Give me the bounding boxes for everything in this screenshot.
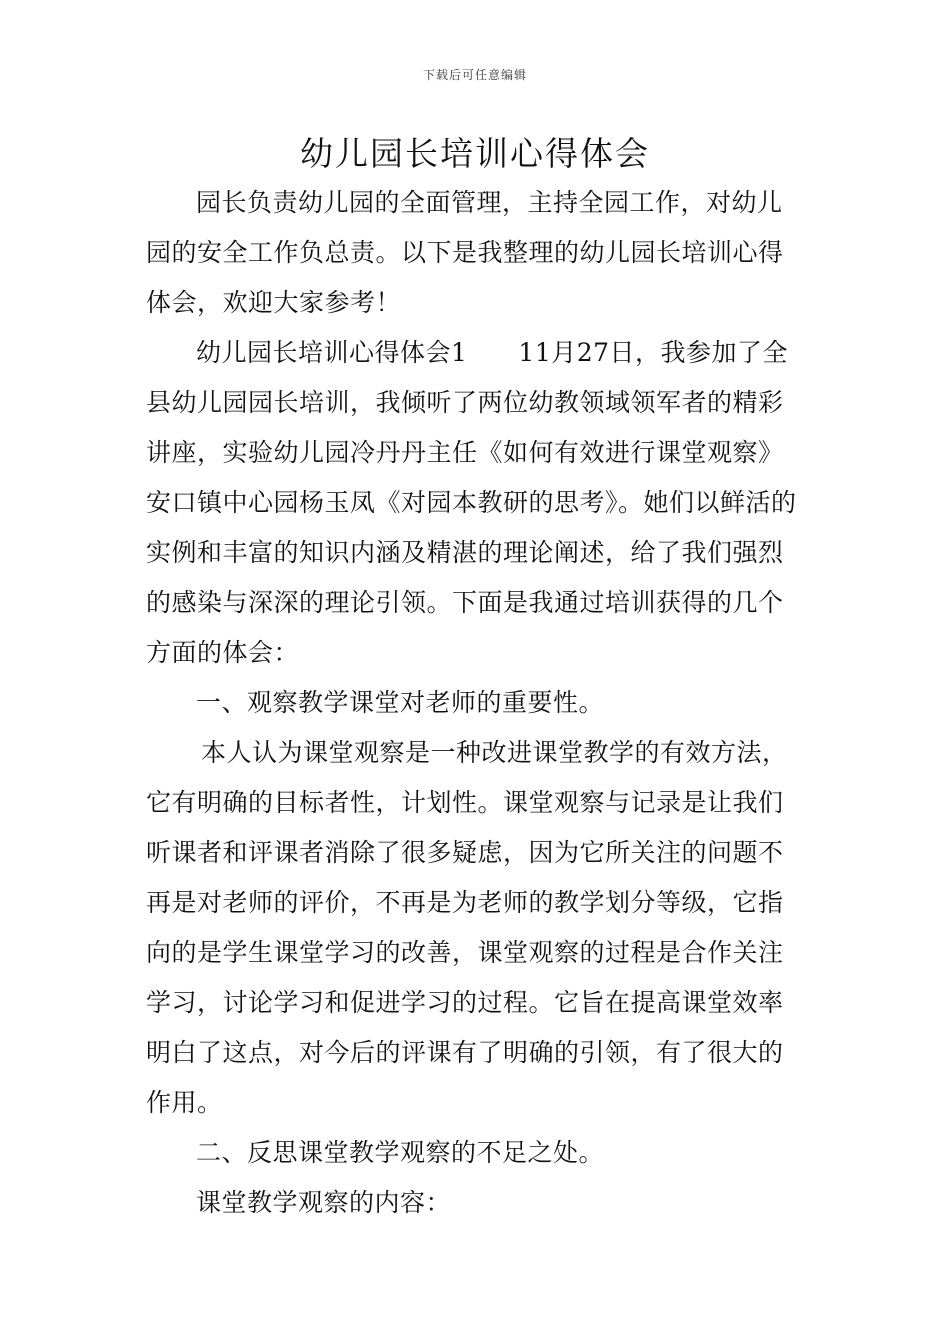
heading-point-1: 一、观察教学课堂对老师的重要性。 [196, 688, 605, 717]
paragraph-point-1-body: 本人认为课堂观察是一种改进课堂教学的有效方法，它有明确的目标者性，计划性。课堂观察与记录是让我们听课者和评课者消除了很多疑虑，因为它所关注的问题不再是对老师的评价，不再是为老师的教学划分等级，它指向的是学生课堂学习的改善，课堂观察的过程是合作关注学习，讨论学习和促进学习的过程。它旨在提高课堂效率明白了这点，对今后的评课有了明确的引领，有了很大的作用。 [146, 738, 788, 1117]
header-note: 下载后可任意编辑 [422, 68, 527, 82]
heading-point-2: 二、反思课堂教学观察的不足之处。 [196, 1138, 605, 1167]
paragraph-section-1-intro: 幼儿园长培训心得体会1 11月27日，我参加了全县幼儿园园长培训，我倾听了两位幼教领域领军者的精彩讲座，实验幼儿园冷丹丹主任《如何有效进行课堂观察》安口镇中心园杨玉凤《对园本教研的思考》。她们以鲜活的实例和丰富的知识内涵及精湛的理论阐述，给了我们强烈的感染与深深的理论引领。下面是我通过培训获得的几个方面的体会： [146, 338, 797, 667]
document-title: 幼儿园长培训心得体会 [300, 134, 650, 173]
paragraph-intro: 园长负责幼儿园的全面管理，主持全园工作，对幼儿园的安全工作负总责。以下是我整理的幼儿园长培训心得体会，欢迎大家参考！ [146, 188, 784, 317]
paragraph-point-2-lead: 课堂教学观察的内容： [196, 1188, 452, 1217]
document-body [146, 178, 806, 1228]
